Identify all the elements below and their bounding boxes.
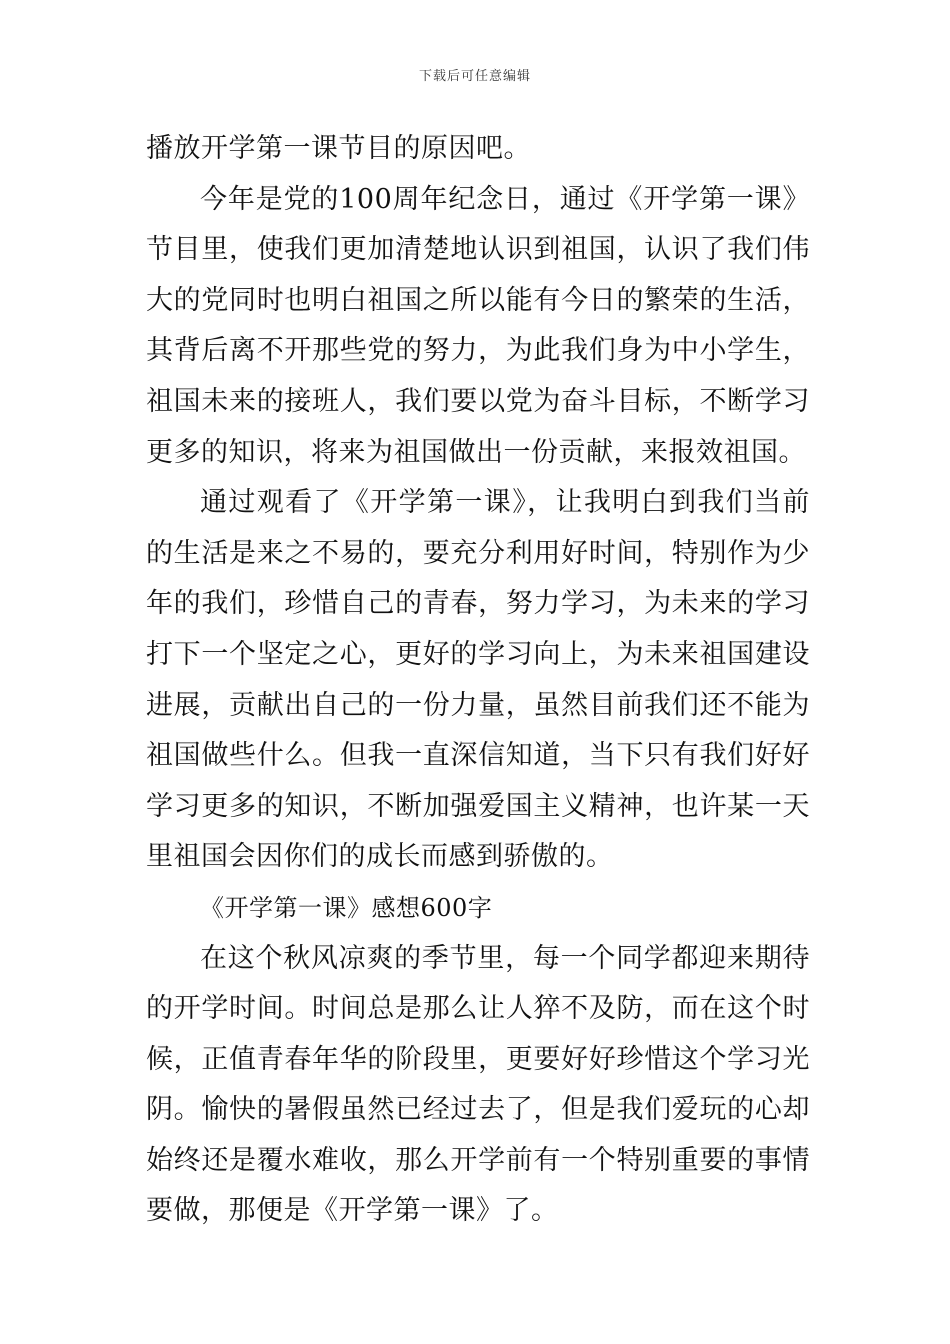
page-header: 下载后可任意编辑	[418, 69, 531, 84]
paragraph-1: 播放开学第一课节目的原因吧。	[146, 133, 531, 164]
paragraph-2: 今年是党的100周年纪念日，通过《开学第一课》节目里，使我们更加清楚地认识到祖国，认识了我们伟大的党同时也明白祖国之所以能有今日的繁荣的生活，其背后离不开那些党的努力，为此我们身为中小学生，祖国未来的接班人，我们要以党为奋斗目标，不断学习更多的知识，将来为祖国做出一份贡献，来报效祖国。	[146, 183, 810, 468]
section-heading: 《开学第一课》感想600字	[200, 893, 493, 922]
paragraph-4: 在这个秋风凉爽的季节里，每一个同学都迎来期待的开学时间。时间总是那么让人猝不及防，而在这个时候，正值青春年华的阶段里，更要好好珍惜这个学习光阴。愉快的暑假虽然已经过去了，但是我们爱玩的心却始终还是覆水难收，那么开学前有一个特别重要的事情要做，那便是《开学第一课》了。	[146, 942, 810, 1227]
paragraph-3: 通过观看了《开学第一课》，让我明白到我们当前的生活是来之不易的，要充分利用好时间，特别作为少年的我们，珍惜自己的青春，努力学习，为未来的学习打下一个坚定之心，更好的学习向上，为未来祖国建设进展，贡献出自己的一份力量，虽然目前我们还不能为祖国做些什么。但我一直深信知道，当下只有我们好好学习更多的知识，不断加强爱国主义精神，也许某一天里祖国会因你们的成长而感到骄傲的。	[146, 487, 810, 873]
document-body	[146, 124, 810, 1237]
